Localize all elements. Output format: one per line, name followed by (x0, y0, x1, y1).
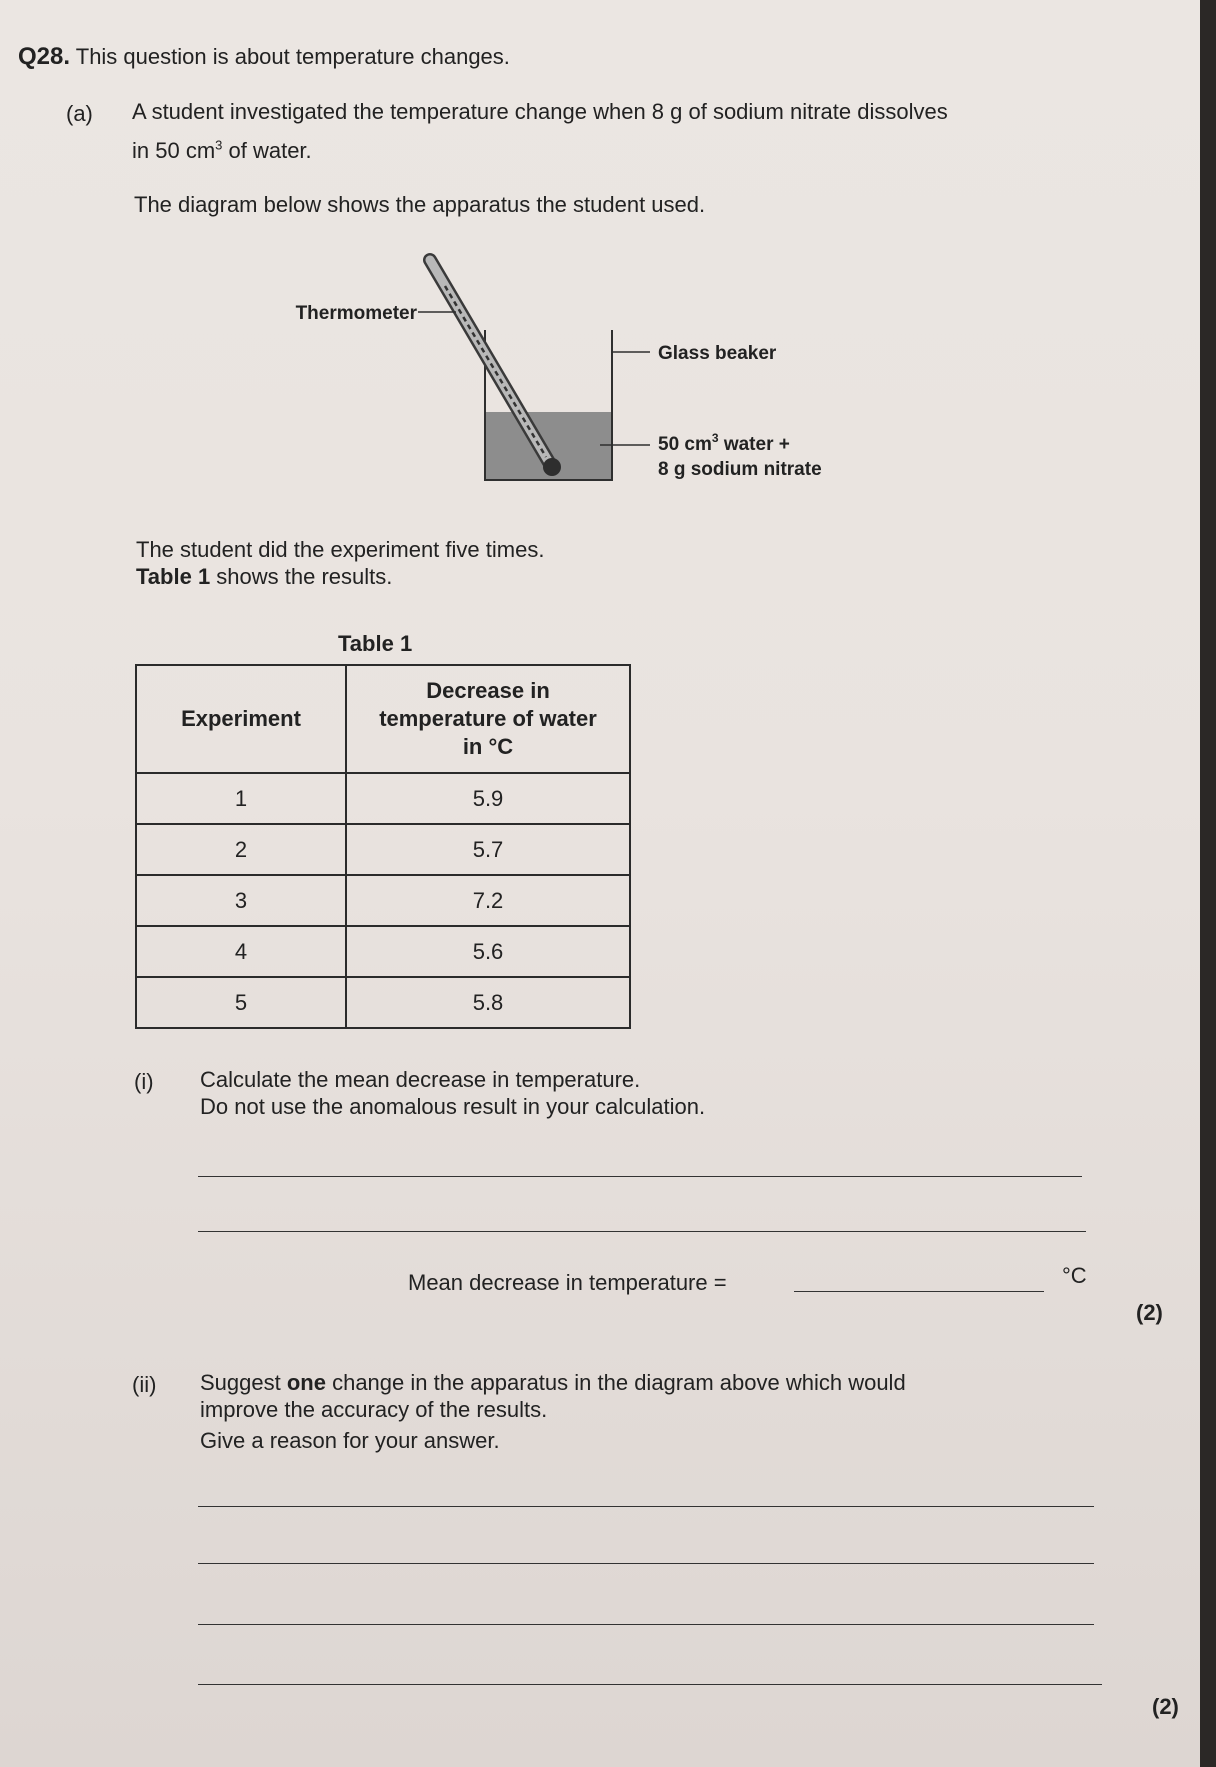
question-number: Q28. (18, 43, 71, 70)
results-table (135, 664, 631, 1029)
experiment-cell: 3 (136, 875, 346, 926)
diagram-intro: The diagram below shows the apparatus the student used. (134, 192, 706, 217)
table-title: Table 1 (338, 631, 413, 656)
mean-answer-unit: °C (1062, 1263, 1087, 1288)
part-ii-line1-post: change in the apparatus in the diagram above which would (325, 1370, 906, 1395)
decrease-cell: 7.2 (346, 875, 630, 926)
part-ii-line1-bold: one (286, 1370, 326, 1395)
experiment-cell: 4 (136, 926, 346, 977)
table-row (136, 824, 630, 875)
part-ii-line1-pre: Suggest (200, 1370, 287, 1395)
part-ii-line1 (200, 1370, 906, 1396)
answer-line[interactable] (198, 1624, 1094, 1625)
experiment-cell: 5 (136, 977, 346, 1028)
mean-answer-blank[interactable] (794, 1291, 1044, 1292)
header-experiment: Experiment (136, 665, 346, 773)
part-ii-line3: Give a reason for your answer. (200, 1428, 500, 1453)
answer-line[interactable] (198, 1563, 1094, 1564)
results-intro-line1: The student did the experiment five times. (136, 537, 545, 562)
part-i-line1: Calculate the mean decrease in temperature. (200, 1067, 641, 1092)
mean-answer-label: Mean decrease in temperature = (408, 1270, 727, 1295)
header-decrease-line3: in °C (462, 734, 514, 759)
table-row (136, 926, 630, 977)
results-intro-line2 (136, 564, 392, 590)
part-a-line2-sup: 3 (215, 137, 223, 153)
header-decrease (346, 665, 630, 773)
decrease-cell: 5.8 (346, 977, 630, 1028)
part-a-line1: A student investigated the temperature change when 8 g of sodium nitrate dissolves (132, 99, 948, 124)
decrease-cell: 5.6 (346, 926, 630, 977)
beaker-label: Glass beaker (658, 343, 777, 364)
answer-line[interactable] (198, 1506, 1094, 1507)
decrease-cell: 5.9 (346, 773, 630, 824)
part-a-line2 (132, 138, 312, 164)
experiment-cell: 1 (136, 773, 346, 824)
answer-line[interactable] (198, 1231, 1086, 1232)
part-i-marks: (2) (1136, 1300, 1163, 1325)
header-decrease-line1: Decrease in (426, 678, 550, 703)
part-a-line2-post: of water. (222, 138, 312, 163)
apparatus-diagram (270, 250, 860, 495)
decrease-cell: 5.7 (346, 824, 630, 875)
results-intro-rest: shows the results. (210, 564, 393, 589)
answer-line[interactable] (198, 1684, 1102, 1685)
experiment-cell: 2 (136, 824, 346, 875)
part-i-line2: Do not use the anomalous result in your calculation. (200, 1094, 706, 1119)
answer-line[interactable] (198, 1176, 1082, 1177)
part-a-line2-pre: in 50 cm (132, 138, 216, 163)
table-row (136, 773, 630, 824)
contents-label-line1: 50 $cm^3$ water + (658, 431, 790, 455)
table-row (136, 875, 630, 926)
part-ii-marks: (2) (1152, 1694, 1179, 1719)
table-row (136, 977, 630, 1028)
table-header-row (136, 665, 630, 773)
part-i-label: (i) (134, 1069, 154, 1094)
thermometer-label: Thermometer (295, 303, 417, 324)
page-edge-shadow (1200, 0, 1216, 1767)
question-intro: This question is about temperature changes. (75, 44, 510, 69)
results-intro-table-ref: Table 1 (136, 564, 211, 589)
question-header (18, 44, 510, 70)
contents-label-line2: 8 g sodium nitrate (658, 459, 822, 480)
part-ii-line2: improve the accuracy of the results. (200, 1397, 548, 1422)
part-a-label: (a) (66, 101, 93, 126)
header-decrease-line2: temperature of water (379, 706, 597, 731)
part-ii-label: (ii) (132, 1372, 157, 1397)
